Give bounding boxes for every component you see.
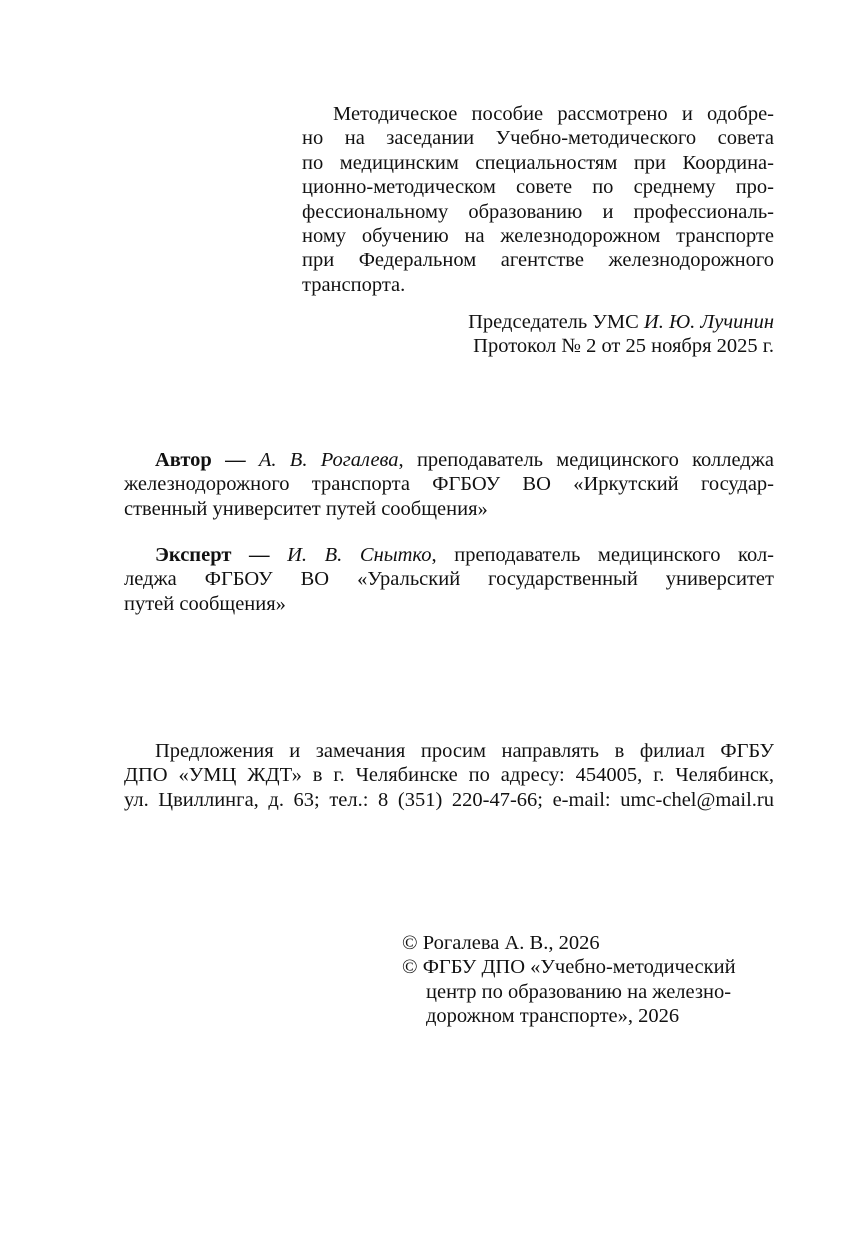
author-dash: —	[211, 449, 259, 471]
author-line	[124, 448, 774, 472]
suggestions-line: ДПО «УМЦ ЖДТ» в г. Челябинске по адресу: 454005, г. Челябинск,	[124, 764, 774, 787]
expert-info	[124, 543, 774, 616]
approval-note	[302, 102, 774, 297]
expert-line: путей сообщения»	[124, 592, 286, 615]
approval-line: ному обучению на железнодорожном транспорте	[302, 225, 774, 248]
suggestions-line: ул. Цвиллинга, д. 63; тел.: 8 (351) 220-47-66; e-mail: umc-chel@mail.ru	[124, 788, 774, 811]
expert-line	[124, 543, 774, 567]
copyright-line: центр по образованию на железно-	[426, 980, 732, 1003]
expert-dash: —	[231, 544, 288, 566]
expert-line: леджа ФГБОУ ВО «Уральский государственный университет	[124, 568, 774, 591]
author-name: А. В. Рогалева	[258, 449, 399, 471]
approval-line: Методическое пособие рассмотрено и одобре-	[333, 103, 774, 125]
protocol-line: Протокол № 2 от 25 ноября 2025 г.	[473, 335, 774, 358]
expert-label: Эксперт	[155, 544, 232, 566]
approval-line: ционно-методическом совете по среднему про-	[302, 176, 774, 199]
suggestions-contact	[124, 739, 774, 812]
author-line: ственный университет путей сообщения»	[124, 497, 488, 520]
approval-line: но на заседании Учебно-методического совета	[302, 127, 774, 150]
author-role: , преподаватель медицинского колледжа	[398, 449, 774, 471]
copyright-line: дорожном транспорте», 2026	[426, 1005, 680, 1028]
approval-line: при Федеральном агентстве железнодорожного	[302, 249, 774, 272]
chair-title: Председатель УМС	[468, 311, 639, 333]
copyright-block	[402, 931, 774, 1029]
suggestions-line: Предложения и замечания просим направлять в филиал ФГБУ	[155, 740, 774, 762]
author-label: Автор	[155, 449, 212, 471]
author-info	[124, 448, 774, 521]
copyright-line: © ФГБУ ДПО «Учебно-методический	[402, 956, 736, 979]
approval-line: фессиональному образованию и профессиональ-	[302, 200, 774, 223]
approval-line: по медицинским специальностям при Координа-	[302, 151, 774, 174]
approval-line: транспорта.	[302, 273, 406, 296]
author-line: железнодорожного транспорта ФГБОУ ВО «Иркутский государ-	[124, 473, 774, 496]
expert-role: , преподаватель медицинского кол-	[431, 544, 775, 566]
expert-name: И. В. Снытко	[287, 544, 432, 566]
copyright-line: © Рогалева А. В., 2026	[402, 932, 600, 954]
chair-signature	[302, 310, 774, 359]
chair-line	[302, 310, 774, 334]
chair-name: И. Ю. Лучинин	[643, 311, 774, 333]
